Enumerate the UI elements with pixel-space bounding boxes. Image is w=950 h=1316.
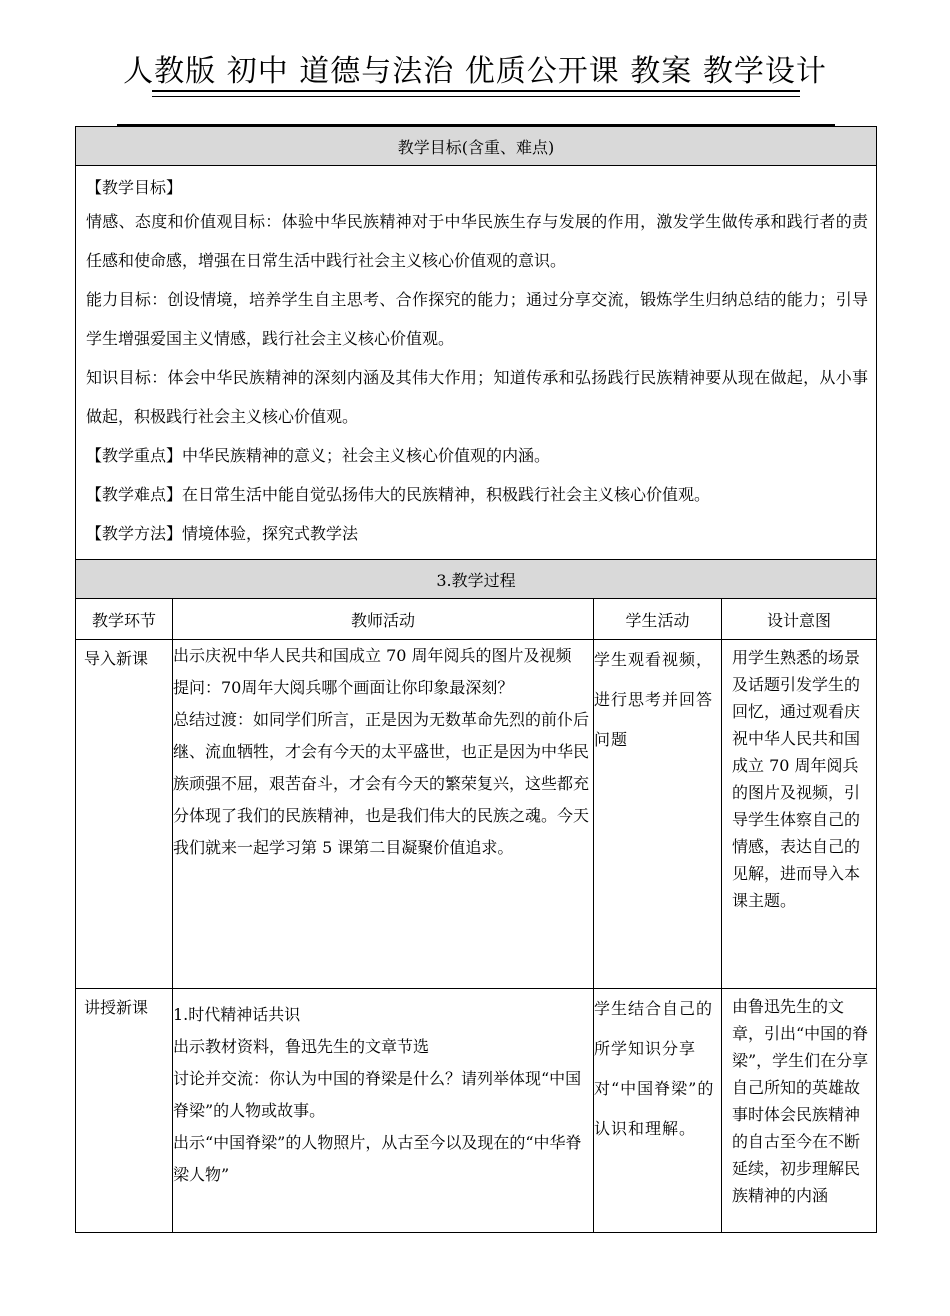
teacher-activity-line: 总结过渡：如同学们所言，正是因为无数革命先烈的前仆后继、流血牺牲，才会有今天的太平盛世，也正是因为中华民族顽强不屈，艰苦奋斗，才会有今天的繁荣复兴，这些都充分体现了我们的民族精神，也是我们伟大的民族之魂。今天我们就来一起学习第 5 课第二目凝聚价值追求。 — [173, 710, 590, 857]
column-header-student: 学生活动 — [594, 599, 722, 640]
teacher-activity-cell — [173, 640, 594, 989]
objective-ability: 能力目标：创设情境，培养学生自主思考、合作探究的能力；通过分享交流，锻炼学生归纳总结的能力；引导学生增强爱国主义情感，践行社会主义核心价值观。 — [86, 290, 868, 348]
student-activity-cell — [594, 989, 722, 1233]
lesson-plan-table — [75, 126, 877, 1233]
teacher-activity-line: 出示“中国脊梁”的人物照片，从古至今以及现在的“中华脊梁人物” — [173, 1133, 582, 1184]
column-header-teacher: 教师活动 — [173, 599, 594, 640]
header-rule-top — [152, 90, 800, 92]
table-row — [76, 989, 877, 1233]
teaching-methods: 【教学方法】情境体验，探究式教学法 — [86, 524, 359, 543]
objective-knowledge: 知识目标：体会中华民族精神的深刻内涵及其伟大作用；知道传承和弘扬践行民族精神要从现在做起，从小事做起，积极践行社会主义核心价值观。 — [86, 368, 868, 426]
column-header-stage: 教学环节 — [76, 599, 173, 640]
objective-emotion: 情感、态度和价值观目标：体验中华民族精神对于中华民族生存与发展的作用，激发学生做传承和践行者的责任感和使命感，增强在日常生活中践行社会主义核心价值观的意识。 — [86, 212, 868, 270]
stage-cell: 讲授新课 — [76, 989, 173, 1233]
objectives-heading: 【教学目标】 — [86, 178, 183, 197]
stage-cell: 导入新课 — [76, 640, 173, 989]
teacher-activity-line: 讨论并交流：你认为中国的脊梁是什么？请列举体现“中国脊梁”的人物或故事。 — [173, 1069, 582, 1120]
teacher-activity-cell — [173, 989, 594, 1233]
teacher-activity-line: 出示教材资料，鲁迅先生的文章节选 — [173, 1037, 430, 1056]
design-intent-cell — [722, 989, 877, 1233]
student-activity-text: 学生观看视频，进行思考并回答问题 — [594, 650, 714, 749]
student-activity-text: 学生结合自己的所学知识分享对“中国脊梁”的认识和理解。 — [594, 999, 715, 1138]
objectives-content — [76, 166, 877, 560]
header-rule-bottom — [152, 96, 800, 97]
teacher-activity-line: 出示庆祝中华人民共和国成立 70 周年阅兵的图片及视频 — [173, 646, 572, 665]
process-section-title: 3.教学过程 — [76, 560, 877, 599]
design-intent-cell — [722, 640, 877, 989]
student-activity-cell — [594, 640, 722, 989]
objectives-section-title: 教学目标(含重、难点) — [76, 127, 877, 166]
column-header-intent: 设计意图 — [722, 599, 877, 640]
difficult-points: 【教学难点】在日常生活中能自觉弘扬伟大的民族精神，积极践行社会主义核心价值观。 — [86, 485, 711, 504]
teacher-activity-line: 提问：70周年大阅兵哪个画面让你印象最深刻？ — [173, 678, 514, 697]
teacher-activity-line: 1.时代精神话共识 — [173, 1005, 301, 1024]
design-intent-text: 用学生熟悉的场景及话题引发学生的回忆，通过观看庆祝中华人民共和国成立 70 周年阅兵的图片及视频，引导学生体察自己的情感，表达自己的见解，进而导入本课主题。 — [732, 648, 861, 910]
key-points: 【教学重点】中华民族精神的意义；社会主义核心价值观的内涵。 — [86, 446, 551, 465]
page-header-title: 人教版 初中 道德与法治 优质公开课 教案 教学设计 — [123, 54, 827, 89]
table-row — [76, 640, 877, 989]
design-intent-text: 由鲁迅先生的文章，引出“中国的脊梁”，学生们在分享自己所知的英雄故事时体会民族精神的自古至今在不断延续，初步理解民族精神的内涵 — [732, 997, 869, 1205]
